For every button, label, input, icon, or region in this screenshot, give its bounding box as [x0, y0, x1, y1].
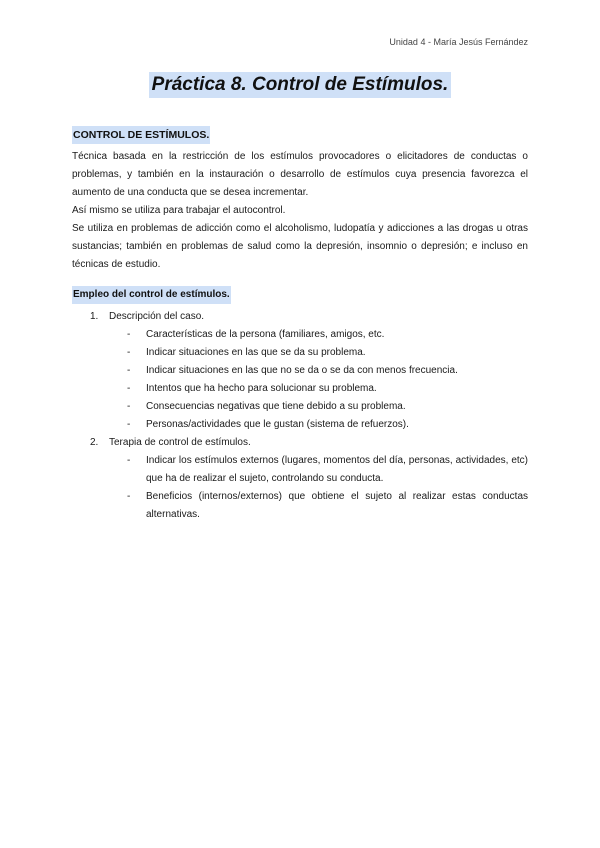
usage-list [72, 308, 528, 524]
sub-list-item [109, 416, 528, 434]
list-item [72, 308, 528, 434]
sub-list [109, 326, 528, 434]
sub-list-item [109, 362, 528, 380]
dash-bullet: - [127, 491, 131, 502]
paragraph-applications: Se utiliza en problemas de adicción como el alcoholismo, ludopatía y adicciones a las drogas u otras sustancias; también en problemas de salud como la depresión, insomnio o depresión; e incluso en técnicas de estudio. [72, 223, 528, 270]
dash-bullet: - [127, 365, 131, 376]
sub-list [109, 452, 528, 524]
usage-heading: Empleo del control de estímulos. [72, 286, 231, 304]
sub-item-text: Personas/actividades que le gustan (sistema de refuerzos). [146, 419, 409, 430]
dash-bullet: - [127, 419, 131, 430]
sub-item-text: Indicar situaciones en las que no se da o se da con menos frecuencia. [146, 365, 458, 376]
dash-bullet: - [127, 401, 131, 412]
page-title: Práctica 8. Control de Estímulos. [149, 72, 452, 98]
sub-item-text: Características de la persona (familiares, amigos, etc. [146, 329, 385, 340]
sub-list-item [109, 488, 528, 524]
title-container [0, 72, 600, 98]
sub-item-text: Indicar situaciones en las que se da su problema. [146, 347, 366, 358]
sub-list-item [109, 380, 528, 398]
list-number: 2. [90, 437, 99, 448]
sub-item-text: Indicar los estímulos externos (lugares, momentos del día, personas, actividades, etc) que ha de realizar el sujeto, controlando su conducta. [146, 455, 528, 484]
sub-item-text: Consecuencias negativas que tiene debido a su problema. [146, 401, 406, 412]
section-heading: CONTROL DE ESTÍMULOS. [72, 126, 210, 144]
paragraph-autocontrol: Así mismo se utiliza para trabajar el autocontrol. [72, 205, 286, 216]
dash-bullet: - [127, 329, 131, 340]
paragraph-definition: Técnica basada en la restricción de los estímulos provocadores o elicitadores de conductas o problemas, y también en la instauración o desarrollo de estímulos cuya presencia favorezca el aumento de una conducta que se desea incrementar. [72, 151, 528, 198]
document-body [72, 126, 528, 524]
dash-bullet: - [127, 455, 131, 466]
running-header: Unidad 4 - María Jesús Fernández [389, 37, 528, 47]
list-item-label: Descripción del caso. [109, 311, 205, 322]
list-number: 1. [90, 311, 99, 322]
sub-item-text: Beneficios (internos/externos) que obtiene el sujeto al realizar estas conductas alternativas. [146, 491, 528, 520]
list-item-label: Terapia de control de estímulos. [109, 437, 251, 448]
sub-item-text: Intentos que ha hecho para solucionar su problema. [146, 383, 377, 394]
sub-list-item [109, 398, 528, 416]
sub-list-item [109, 326, 528, 344]
sub-list-item [109, 452, 528, 488]
list-item [72, 434, 528, 524]
dash-bullet: - [127, 383, 131, 394]
sub-list-item [109, 344, 528, 362]
dash-bullet: - [127, 347, 131, 358]
